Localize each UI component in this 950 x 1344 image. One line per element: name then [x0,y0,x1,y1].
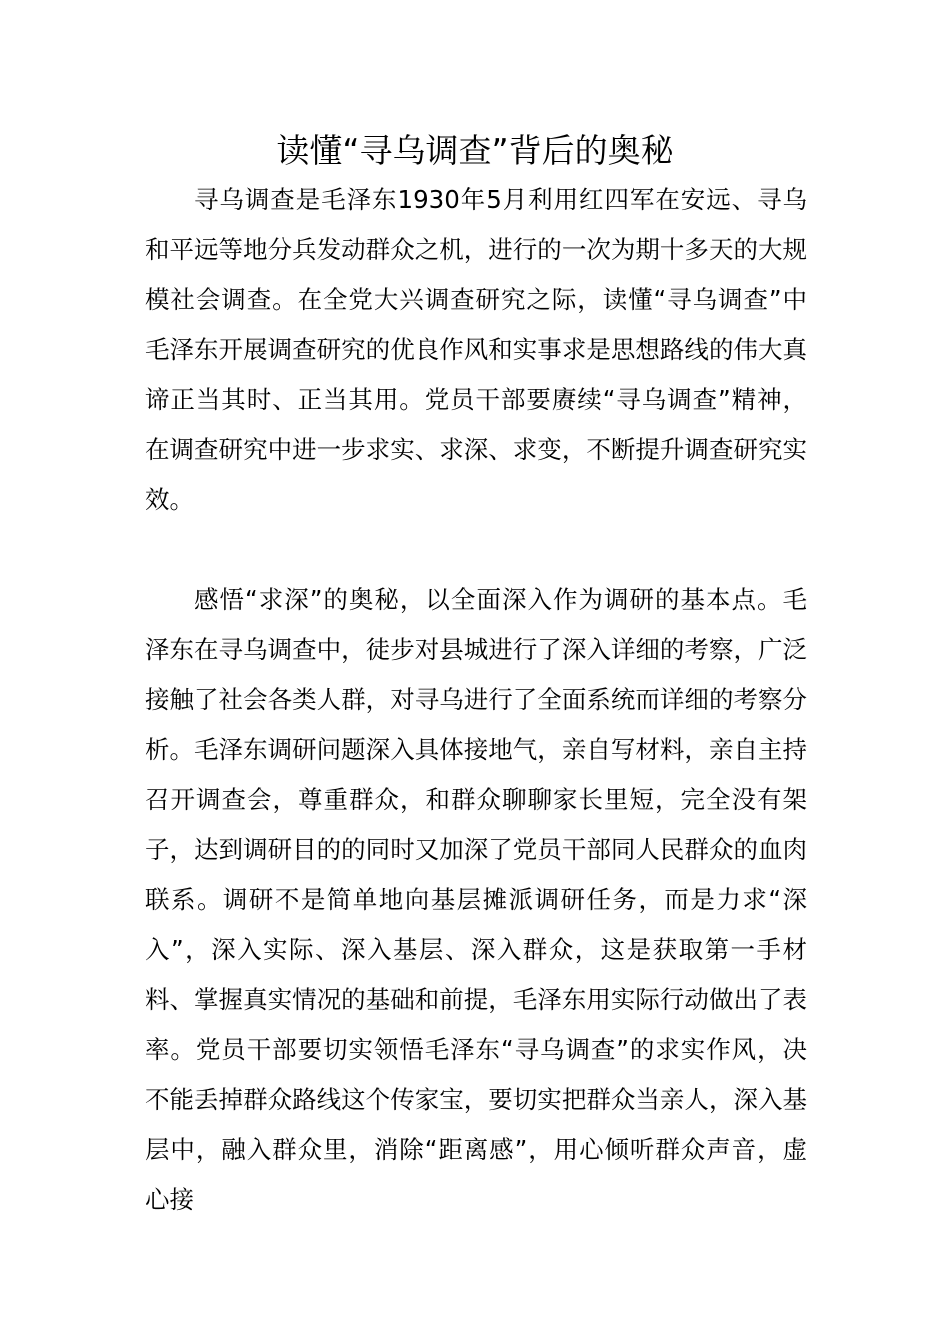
paragraph-qiushen: 感悟“求深”的奥秘，以全面深入作为调研的基本点。毛泽东在寻乌调查中，徒步对县城进行了深入详细的考察，广泛接触了社会各类人群，对寻乌进行了全面系统而详细的考察分析。毛泽东调研问题深入具体接地气，亲自写材料，亲自主持召开调查会，尊重群众，和群众聊聊家长里短，完全没有架子，达到调研目的的同时又加深了党员干部同人民群众的血肉联系。调研不是简单地向基层摊派调研任务，而是力求“深入”，深入实际、深入基层、深入群众，这是获取第一手材料、掌握真实情况的基础和前提，毛泽东用实际行动做出了表率。党员干部要切实领悟毛泽东“寻乌调查”的求实作风，决不能丢掉群众路线这个传家宝，要切实把群众当亲人，深入基层中，融入群众里，消除“距离感”，用心倾听群众声音，虚心接 [145,585,807,1214]
document-title: 读懂“寻乌调查”背后的奥秘 [276,131,674,170]
paragraph-intro: 寻乌调查是毛泽东1930年5月利用红四军在安远、寻乌和平远等地分兵发动群众之机，进行的一次为期十多天的大规模社会调查。在全党大兴调查研究之际，读懂“寻乌调查”中毛泽东开展调查研究的优良作风和实事求是思想路线的伟大真谛正当其时、正当其用。党员干部要赓续“寻乌调查”精神，在调查研究中进一步求实、求深、求变，不断提升调查研究实效。 [145,185,807,514]
